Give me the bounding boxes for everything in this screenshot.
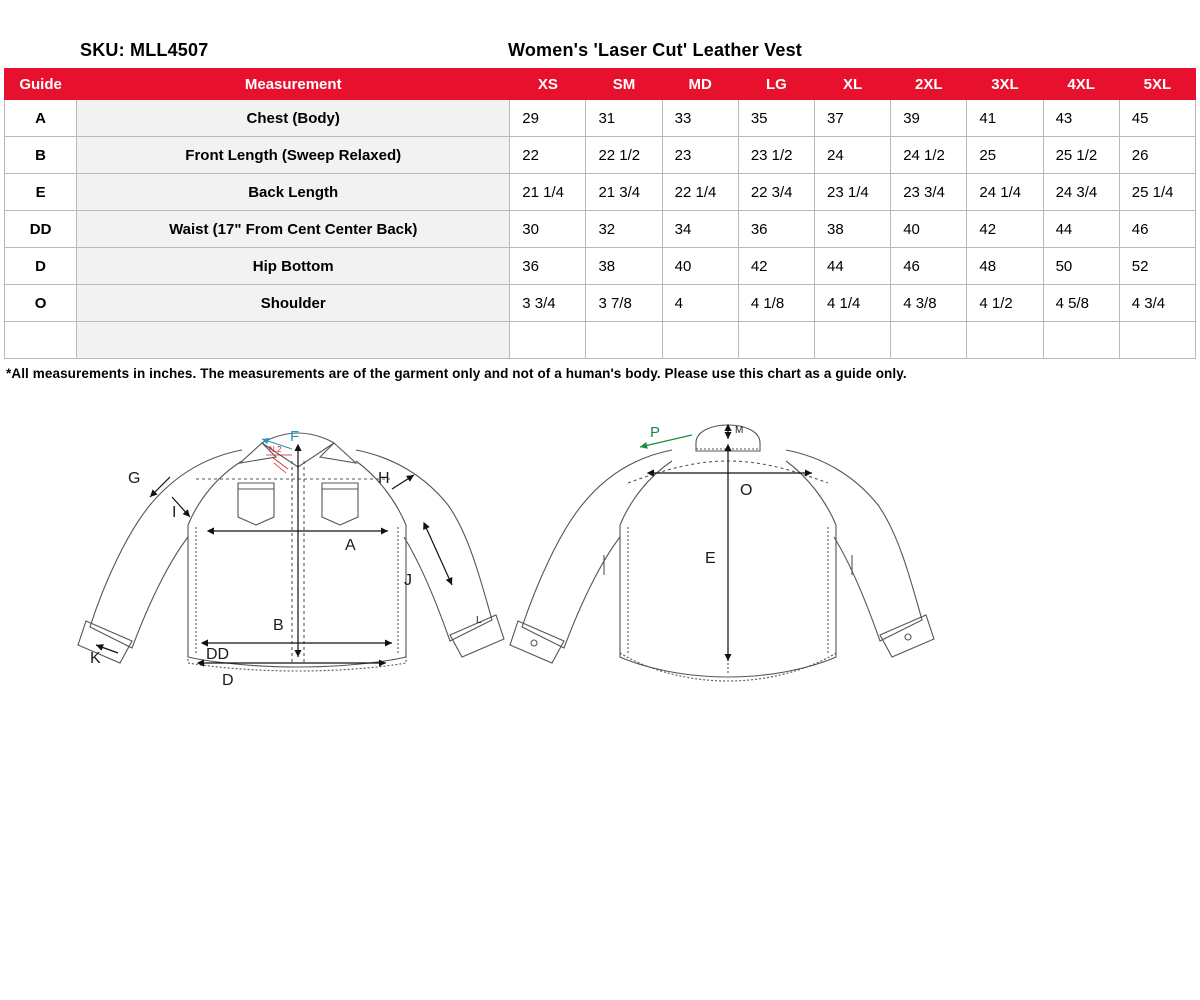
cell-lg: 22 3/4 bbox=[738, 174, 814, 211]
back-diagram-labels bbox=[650, 424, 752, 567]
cell-sm: 21 3/4 bbox=[586, 174, 662, 211]
cell-lg: 35 bbox=[738, 100, 814, 137]
cell-4xl bbox=[1043, 322, 1119, 359]
row-guide: D bbox=[5, 248, 77, 285]
page-title: Women's 'Laser Cut' Leather Vest bbox=[508, 40, 802, 60]
label-k: K bbox=[90, 650, 101, 667]
back-measurement-arrows bbox=[648, 425, 812, 661]
table-row bbox=[5, 322, 1196, 359]
cell-3xl: 42 bbox=[967, 211, 1043, 248]
cell-xs: 36 bbox=[510, 248, 586, 285]
table-row bbox=[5, 248, 1196, 285]
cell-sm: 31 bbox=[586, 100, 662, 137]
size-chart-table bbox=[4, 68, 1196, 359]
cell-2xl: 39 bbox=[891, 100, 967, 137]
column-header-5xl: 5XL bbox=[1119, 69, 1195, 100]
table-row bbox=[5, 137, 1196, 174]
row-measurement: Hip Bottom bbox=[77, 248, 510, 285]
label-e: E bbox=[705, 550, 716, 567]
label-n2: N.2 bbox=[269, 445, 282, 454]
row-guide: O bbox=[5, 285, 77, 322]
cell-xs: 29 bbox=[510, 100, 586, 137]
cell-xl bbox=[815, 322, 891, 359]
cell-xs: 30 bbox=[510, 211, 586, 248]
cell-xs: 22 bbox=[510, 137, 586, 174]
cell-sm: 22 1/2 bbox=[586, 137, 662, 174]
label-o: O bbox=[740, 482, 753, 499]
row-measurement: Back Length bbox=[77, 174, 510, 211]
cell-2xl: 4 3/8 bbox=[891, 285, 967, 322]
table-row bbox=[5, 100, 1196, 137]
cell-5xl: 45 bbox=[1119, 100, 1195, 137]
cell-3xl: 48 bbox=[967, 248, 1043, 285]
row-measurement: Shoulder bbox=[77, 285, 510, 322]
cell-xl: 44 bbox=[815, 248, 891, 285]
row-guide bbox=[5, 322, 77, 359]
sku-label: SKU: MLL4507 bbox=[80, 40, 209, 60]
label-m: M bbox=[735, 425, 744, 436]
cell-sm: 32 bbox=[586, 211, 662, 248]
column-header-guide: Guide bbox=[5, 69, 77, 100]
cell-lg bbox=[738, 322, 814, 359]
cell-5xl: 26 bbox=[1119, 137, 1195, 174]
cell-md bbox=[662, 322, 738, 359]
cell-4xl: 25 1/2 bbox=[1043, 137, 1119, 174]
cell-lg: 23 1/2 bbox=[738, 137, 814, 174]
back-garment-illustration bbox=[510, 425, 934, 681]
column-header-sm: SM bbox=[586, 69, 662, 100]
cell-md: 23 bbox=[662, 137, 738, 174]
label-d: D bbox=[222, 672, 234, 689]
label-p: P bbox=[650, 424, 661, 441]
cell-2xl bbox=[891, 322, 967, 359]
cell-xs bbox=[510, 322, 586, 359]
cell-5xl: 52 bbox=[1119, 248, 1195, 285]
cell-xs: 3 3/4 bbox=[510, 285, 586, 322]
table-row bbox=[5, 285, 1196, 322]
cell-4xl: 50 bbox=[1043, 248, 1119, 285]
row-measurement: Waist (17" From Cent Center Back) bbox=[77, 211, 510, 248]
row-measurement: Front Length (Sweep Relaxed) bbox=[77, 137, 510, 174]
cell-md: 33 bbox=[662, 100, 738, 137]
cell-md: 40 bbox=[662, 248, 738, 285]
cell-lg: 42 bbox=[738, 248, 814, 285]
cell-5xl: 4 3/4 bbox=[1119, 285, 1195, 322]
table-header-row bbox=[5, 69, 1196, 100]
row-measurement: Chest (Body) bbox=[77, 100, 510, 137]
back-collar-accents bbox=[640, 435, 692, 447]
cell-3xl: 24 1/4 bbox=[967, 174, 1043, 211]
label-g: G bbox=[128, 470, 141, 487]
label-j: J bbox=[404, 572, 412, 589]
label-b: B bbox=[273, 617, 284, 634]
label-l: L bbox=[476, 615, 482, 626]
front-garment-illustration bbox=[78, 433, 504, 671]
cell-2xl: 24 1/2 bbox=[891, 137, 967, 174]
cell-3xl: 25 bbox=[967, 137, 1043, 174]
cell-4xl: 4 5/8 bbox=[1043, 285, 1119, 322]
cell-xl: 24 bbox=[815, 137, 891, 174]
cell-xl: 4 1/4 bbox=[815, 285, 891, 322]
cell-3xl: 41 bbox=[967, 100, 1043, 137]
cell-md: 34 bbox=[662, 211, 738, 248]
column-header-lg: LG bbox=[738, 69, 814, 100]
column-header-3xl: 3XL bbox=[967, 69, 1043, 100]
footnote-text: *All measurements in inches. The measurements are of the garment only and not of a human's body. Please use this chart as a guide only. bbox=[6, 366, 907, 381]
cell-lg: 36 bbox=[738, 211, 814, 248]
column-header-2xl: 2XL bbox=[891, 69, 967, 100]
cell-2xl: 23 3/4 bbox=[891, 174, 967, 211]
column-header-4xl: 4XL bbox=[1043, 69, 1119, 100]
column-header-md: MD bbox=[662, 69, 738, 100]
cell-4xl: 24 3/4 bbox=[1043, 174, 1119, 211]
label-dd: DD bbox=[206, 646, 230, 663]
cell-sm: 38 bbox=[586, 248, 662, 285]
garment-diagrams bbox=[0, 405, 1200, 725]
cell-5xl bbox=[1119, 322, 1195, 359]
row-guide: E bbox=[5, 174, 77, 211]
cell-xl: 37 bbox=[815, 100, 891, 137]
cell-md: 22 1/4 bbox=[662, 174, 738, 211]
cell-md: 4 bbox=[662, 285, 738, 322]
cell-5xl: 46 bbox=[1119, 211, 1195, 248]
cell-xl: 23 1/4 bbox=[815, 174, 891, 211]
column-header-measurement: Measurement bbox=[77, 69, 510, 100]
column-header-xs: XS bbox=[510, 69, 586, 100]
cell-3xl bbox=[967, 322, 1043, 359]
table-row bbox=[5, 174, 1196, 211]
row-guide: A bbox=[5, 100, 77, 137]
cell-2xl: 40 bbox=[891, 211, 967, 248]
cell-5xl: 25 1/4 bbox=[1119, 174, 1195, 211]
cell-4xl: 44 bbox=[1043, 211, 1119, 248]
row-measurement bbox=[77, 322, 510, 359]
label-i: I bbox=[172, 504, 177, 521]
cell-xs: 21 1/4 bbox=[510, 174, 586, 211]
cell-xl: 38 bbox=[815, 211, 891, 248]
cell-4xl: 43 bbox=[1043, 100, 1119, 137]
cell-sm: 3 7/8 bbox=[586, 285, 662, 322]
cell-3xl: 4 1/2 bbox=[967, 285, 1043, 322]
label-f: F bbox=[290, 428, 300, 445]
cell-2xl: 46 bbox=[891, 248, 967, 285]
cell-lg: 4 1/8 bbox=[738, 285, 814, 322]
row-guide: DD bbox=[5, 211, 77, 248]
row-guide: B bbox=[5, 137, 77, 174]
label-h: H bbox=[378, 470, 390, 487]
document-header bbox=[0, 40, 1200, 68]
label-a: A bbox=[345, 537, 356, 554]
column-header-xl: XL bbox=[815, 69, 891, 100]
cell-sm bbox=[586, 322, 662, 359]
table-row bbox=[5, 211, 1196, 248]
